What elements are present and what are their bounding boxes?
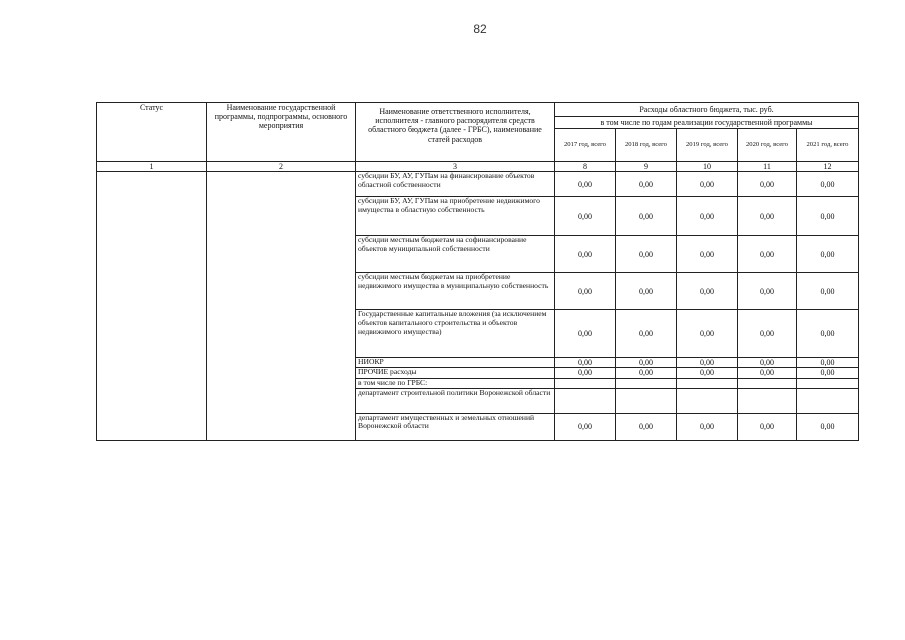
column-number-row — [97, 162, 859, 172]
row-value: 0,00 — [616, 172, 677, 197]
table-row — [97, 172, 859, 197]
header-year-2019: 2019 год, всего — [677, 129, 738, 162]
column-number: 12 — [797, 162, 859, 172]
column-number: 3 — [356, 162, 555, 172]
row-label: ПРОЧИЕ расходы — [356, 368, 555, 378]
row-value: 0,00 — [677, 413, 738, 440]
row-value: 0,00 — [677, 368, 738, 378]
row-value: 0,00 — [616, 310, 677, 358]
row-value: 0,00 — [555, 358, 616, 368]
row-value: 0,00 — [738, 273, 797, 310]
column-number: 2 — [207, 162, 356, 172]
row-label: Государственные капитальные вложения (за исключением объектов капитального строительства и объектов недвижимого имущества) — [356, 310, 555, 358]
row-value: 0,00 — [677, 172, 738, 197]
row-value — [616, 378, 677, 388]
row-value: 0,00 — [677, 273, 738, 310]
column-number: 9 — [616, 162, 677, 172]
row-label: в том числе по ГРБС: — [356, 378, 555, 388]
header-status: Статус — [97, 103, 207, 162]
row-value — [738, 378, 797, 388]
row-value: 0,00 — [738, 172, 797, 197]
row-value: 0,00 — [797, 358, 859, 368]
header-executor: Наименование ответственного исполнителя, исполнителя - главного распорядителя средств областного бюджета (далее - ГРБС), наименование статей расходов — [356, 103, 555, 162]
page-number: 82 — [473, 22, 487, 36]
row-value: 0,00 — [738, 413, 797, 440]
header-budget: Расходы областного бюджета, тыс. руб. — [555, 103, 859, 117]
column-number: 10 — [677, 162, 738, 172]
header-by-years: в том числе по годам реализации государственной программы — [555, 117, 859, 129]
column-number: 8 — [555, 162, 616, 172]
row-value — [797, 378, 859, 388]
row-value: 0,00 — [797, 413, 859, 440]
row-value — [616, 388, 677, 413]
row-value: 0,00 — [616, 358, 677, 368]
row-value — [555, 378, 616, 388]
row-value: 0,00 — [555, 368, 616, 378]
row-value: 0,00 — [555, 273, 616, 310]
row-value: 0,00 — [738, 197, 797, 236]
row-value — [738, 388, 797, 413]
header-year-2020: 2020 год, всего — [738, 129, 797, 162]
row-label: департамент строительной политики Воронежской области — [356, 388, 555, 413]
row-label: субсидии БУ, АУ, ГУПам на приобретение недвижимого имущества в областную собственность — [356, 197, 555, 236]
column-number: 1 — [97, 162, 207, 172]
header-year-2017: 2017 год, всего — [555, 129, 616, 162]
budget-table — [96, 102, 859, 441]
row-value: 0,00 — [555, 236, 616, 273]
row-value: 0,00 — [555, 310, 616, 358]
row-value: 0,00 — [738, 358, 797, 368]
header-year-2021: 2021 год, всего — [797, 129, 859, 162]
row-label: НИОКР — [356, 358, 555, 368]
status-cell — [97, 172, 207, 440]
row-value: 0,00 — [797, 197, 859, 236]
row-value: 0,00 — [677, 236, 738, 273]
row-value: 0,00 — [555, 172, 616, 197]
row-value: 0,00 — [616, 273, 677, 310]
program-cell — [207, 172, 356, 440]
row-value: 0,00 — [677, 310, 738, 358]
row-value: 0,00 — [797, 172, 859, 197]
row-value: 0,00 — [677, 358, 738, 368]
row-value: 0,00 — [616, 236, 677, 273]
row-value — [677, 388, 738, 413]
header-program: Наименование государственной программы, подпрограммы, основного мероприятия — [207, 103, 356, 162]
row-value: 0,00 — [797, 368, 859, 378]
row-value: 0,00 — [677, 197, 738, 236]
row-label: субсидии БУ, АУ, ГУПам на финансирование объектов областной собственности — [356, 172, 555, 197]
row-value: 0,00 — [555, 413, 616, 440]
row-value — [797, 388, 859, 413]
row-value: 0,00 — [738, 236, 797, 273]
row-value: 0,00 — [616, 368, 677, 378]
row-value: 0,00 — [555, 197, 616, 236]
row-value: 0,00 — [797, 273, 859, 310]
row-label: субсидии местным бюджетам на приобретение недвижимого имущества в муниципальную собственность — [356, 273, 555, 310]
row-value: 0,00 — [738, 310, 797, 358]
row-value: 0,00 — [797, 236, 859, 273]
row-label: субсидии местным бюджетам на софинансирование объектов муниципальной собственности — [356, 236, 555, 273]
row-value: 0,00 — [797, 310, 859, 358]
column-number: 11 — [738, 162, 797, 172]
row-value: 0,00 — [616, 197, 677, 236]
header-year-2018: 2018 год, всего — [616, 129, 677, 162]
row-label: департамент имущественных и земельных отношений Воронежской области — [356, 413, 555, 440]
row-value — [555, 388, 616, 413]
row-value — [677, 378, 738, 388]
row-value: 0,00 — [616, 413, 677, 440]
row-value: 0,00 — [738, 368, 797, 378]
